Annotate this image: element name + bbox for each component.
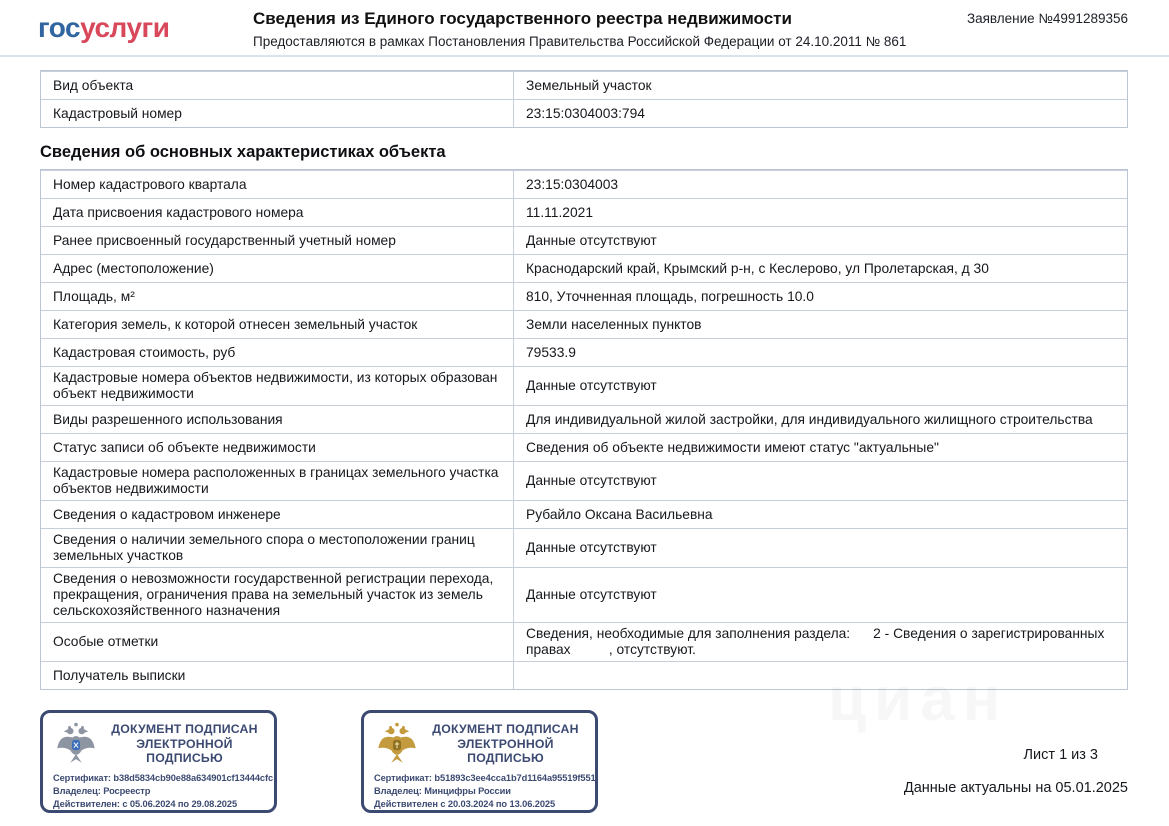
table-row [41, 99, 1127, 127]
table-row [41, 226, 1127, 254]
table-row [41, 500, 1127, 528]
stamp-certificate: Сертификат: b51893c3ee4cca1b7d1164a95519f551 [374, 773, 596, 783]
table-row [41, 282, 1127, 310]
table-row [41, 661, 1127, 689]
stamp-validity: Действителен с 20.03.2024 по 13.06.2025 [374, 799, 556, 810]
data-actuality-date: Данные актуальны на 05.01.2025 [903, 780, 1128, 796]
row-label: Адрес (местоположение) [41, 255, 514, 282]
document-title: Сведения из Единого государственного реестра недвижимости [253, 9, 792, 29]
row-value: Сведения об объекте недвижимости имеют статус "актуальные" [526, 439, 939, 455]
table-row [41, 622, 1127, 661]
footer-right [904, 747, 1128, 796]
gosuslugi-logo [38, 12, 253, 44]
row-value: Земельный участок [526, 77, 652, 93]
row-value: 11.11.2021 [526, 204, 594, 220]
row-value: Земли населенных пунктов [526, 316, 702, 332]
logo-text-blue: гос [38, 11, 81, 43]
document-subtitle: Предоставляются в рамках Постановления Правительства Российской Федерации от 24.10.2011 № 861 [253, 33, 907, 49]
rosreestr-eagle-icon [53, 721, 99, 767]
signature-stamp-mincifry [361, 710, 598, 813]
row-label: Кадастровые номера объектов недвижимости, из которых образован объект недвижимости [41, 367, 514, 405]
table-row [41, 433, 1127, 461]
row-value: 23:15:0304003 [526, 176, 619, 192]
row-label: Категория земель, к которой отнесен земельный участок [41, 311, 514, 338]
document-body [0, 57, 1169, 690]
row-label: Вид объекта [41, 72, 514, 99]
row-label: Кадастровая стоимость, руб [41, 339, 514, 366]
row-label: Кадастровые номера расположенных в границах земельного участка объектов недвижимости [41, 462, 514, 500]
row-label: Сведения о невозможности государственной регистрации перехода, прекращения, ограничения права на земельный участок из земель сельскохозяйственного назначения [41, 568, 514, 622]
stamp-title: ДОКУМЕНТ ПОДПИСАН ЭЛЕКТРОННОЙ ПОДПИСЬЮ [432, 722, 579, 766]
table-row [41, 198, 1127, 226]
table-row [41, 338, 1127, 366]
document-header [0, 0, 1169, 57]
row-value: Для индивидуальной жилой застройки, для индивидуального жилищного строительства [526, 411, 1093, 427]
section-title: Сведения об основных характеристиках объекта [40, 143, 446, 161]
row-label: Виды разрешенного использования [41, 406, 514, 433]
row-value [514, 662, 1127, 689]
sheet-number: Лист 1 из 3 [1023, 747, 1098, 763]
table-row [41, 567, 1127, 622]
row-value: Данные отсутствуют [526, 587, 657, 602]
row-value: 23:15:0304003:794 [526, 105, 645, 121]
row-label: Особые отметки [41, 623, 514, 661]
stamp-title: ДОКУМЕНТ ПОДПИСАН ЭЛЕКТРОННОЙ ПОДПИСЬЮ [111, 722, 258, 766]
signature-stamp-rosreestr [40, 710, 277, 813]
table-row [41, 254, 1127, 282]
application-number: Заявление №4991289356 [966, 11, 1128, 26]
row-label: Дата присвоения кадастрового номера [41, 199, 514, 226]
table-row [41, 310, 1127, 338]
object-info-table [40, 70, 1128, 128]
stamp-details [53, 772, 274, 811]
signature-stamps [40, 710, 598, 813]
header-titles [253, 6, 906, 48]
row-label: Получатель выписки [41, 662, 514, 689]
row-value: Данные отсутствуют [526, 378, 657, 393]
characteristics-table [40, 169, 1128, 690]
table-row [41, 528, 1127, 567]
row-label: Ранее присвоенный государственный учетный номер [41, 227, 514, 254]
table-row [41, 170, 1127, 198]
row-label: Статус записи об объекте недвижимости [41, 434, 514, 461]
row-value: Данные отсутствуют [526, 540, 657, 555]
row-value: Данные отсутствуют [526, 473, 657, 488]
stamp-validity: Действителен: с 05.06.2024 по 29.08.2025 [53, 799, 238, 810]
logo-text-red: услуги [80, 11, 170, 43]
state-emblem-eagle-icon [374, 721, 420, 767]
table-row [41, 71, 1127, 99]
row-label: Сведения о кадастровом инженере [41, 501, 514, 528]
row-label: Площадь, м² [41, 283, 514, 310]
row-value: Рубайло Оксана Васильевна [526, 506, 713, 522]
stamp-details [374, 772, 596, 811]
stamp-certificate: Сертификат: b38d5834cb90e88a634901cf13444cfc [53, 773, 274, 783]
table-row [41, 366, 1127, 405]
row-label: Сведения о наличии земельного спора о местоположении границ земельных участков [41, 529, 514, 567]
table-row [41, 405, 1127, 433]
stamp-header [53, 721, 264, 767]
table-row [41, 461, 1127, 500]
stamp-header [374, 721, 585, 767]
row-value: Сведения, необходимые для заполнения раздела: 2 - Сведения о зарегистрированных правах , отсутствуют. [526, 626, 1105, 657]
row-label: Кадастровый номер [41, 100, 514, 127]
row-value: Данные отсутствуют [526, 232, 657, 248]
row-value: Краснодарский край, Крымский р-н, с Кеслерово, ул Пролетарская, д 30 [526, 260, 989, 276]
row-value: 810, Уточненная площадь, погрешность 10.0 [526, 288, 814, 304]
row-label: Номер кадастрового квартала [41, 171, 514, 198]
stamp-owner: Владелец: Росреестр [53, 786, 151, 797]
stamp-owner: Владелец: Минцифры России [374, 786, 511, 797]
row-value: 79533.9 [526, 344, 576, 360]
